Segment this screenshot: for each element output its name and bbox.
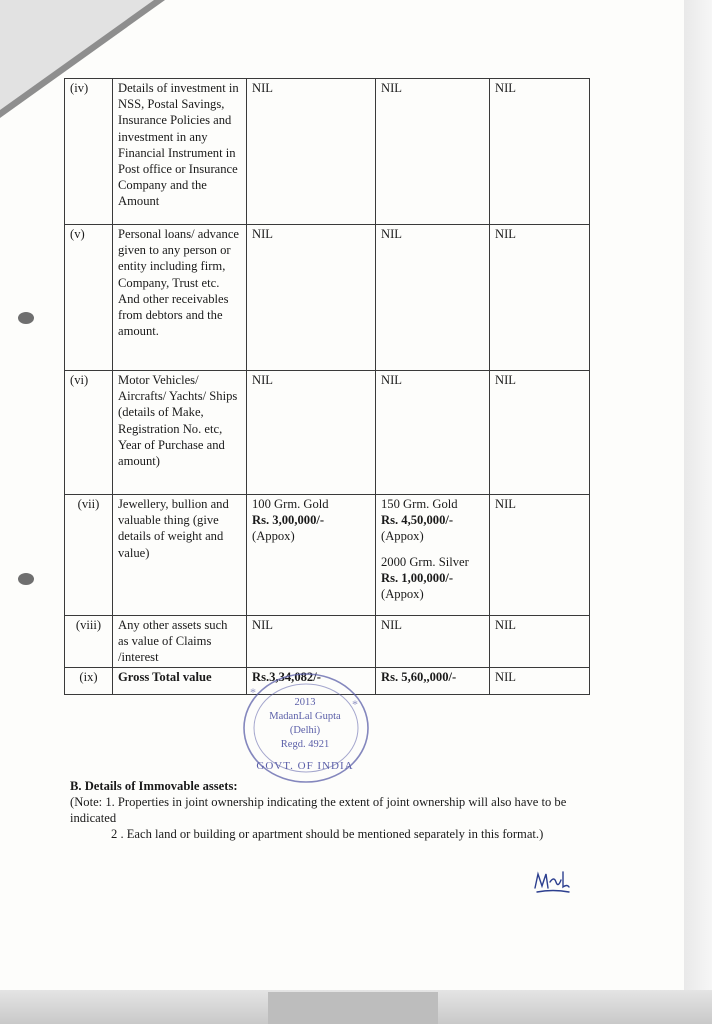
signature-icon: [532, 868, 572, 896]
approx-note: (Appox): [381, 587, 424, 602]
silver-value: Rs. 1,00,000/-: [381, 570, 454, 585]
gold-value: Rs. 4,50,000/-: [381, 513, 454, 528]
row-description: Details of investment in NSS, Postal Savings, Insurance Policies and investment in any Financial Instrument in Post office or Insurance Company and the Amount: [113, 79, 247, 225]
immovable-assets-section: [70, 778, 610, 842]
cell-value: NIL: [490, 79, 590, 225]
cell-value: NIL: [247, 616, 376, 668]
cell-value: NIL: [376, 371, 490, 495]
cell-value: NIL: [247, 225, 376, 371]
cell-value: [247, 495, 376, 616]
row-description: Personal loans/ advance given to any person or entity including firm, Company, Trust etc. And other receivables from debtors and the amount.: [113, 225, 247, 371]
table-row: [65, 225, 590, 371]
table-row: [65, 616, 590, 668]
punch-hole-bottom: [18, 573, 34, 585]
gold-weight: 100 Grm. Gold: [252, 497, 329, 511]
section-note: (Note: 1. Properties in joint ownership indicating the extent of joint ownership will also have to be indicated: [70, 795, 567, 825]
scanner-bottom-strip: [0, 990, 712, 1024]
cell-value: NIL: [490, 371, 590, 495]
signature: [532, 868, 572, 901]
silver-weight: 2000 Grm. Silver: [381, 554, 469, 569]
assets-table: [64, 78, 590, 695]
cell-value: NIL: [376, 79, 490, 225]
cell-value: NIL: [490, 225, 590, 371]
row-description: Jewellery, bullion and valuable thing (give details of weight and value): [113, 495, 247, 616]
stamp-place: (Delhi): [289, 725, 321, 736]
row-description: Any other assets such as value of Claims /interest: [113, 616, 247, 668]
row-description: Gross Total value: [113, 667, 247, 694]
section-heading: B. Details of Immovable assets:: [70, 779, 238, 793]
table-row: [65, 79, 590, 225]
section-note: 2 . Each land or building or apartment should be mentioned separately in this format.): [111, 827, 544, 841]
svg-text:*: *: [250, 685, 256, 699]
stamp-name: MadanLal Gupta: [269, 711, 341, 722]
row-number: (ix): [65, 667, 113, 694]
table-row: [65, 495, 590, 616]
row-number: (vi): [65, 371, 113, 495]
stamp-registration: Regd. 4921: [280, 739, 330, 750]
approx-note: (Appox): [252, 529, 295, 544]
row-description: Motor Vehicles/ Aircrafts/ Yachts/ Ships (details of Make, Registration No. etc, Year of Purchase and amount): [113, 371, 247, 495]
gold-value: Rs. 3,00,000/-: [252, 513, 325, 528]
cell-value: NIL: [490, 667, 590, 694]
row-number: (v): [65, 225, 113, 371]
row-number: (viii): [65, 616, 113, 668]
gold-weight: 150 Grm. Gold: [381, 497, 458, 511]
cell-value: NIL: [376, 616, 490, 668]
cell-value: NIL: [490, 495, 590, 616]
cell-value: NIL: [376, 225, 490, 371]
gross-total-self: Rs.3,34,082/-: [247, 667, 376, 694]
row-number: (vii): [65, 495, 113, 616]
cell-value: NIL: [490, 616, 590, 668]
page-edge: [684, 0, 712, 1024]
cell-value: NIL: [247, 79, 376, 225]
svg-text:*: *: [352, 697, 358, 711]
approx-note: (Appox): [381, 529, 424, 544]
cell-value: NIL: [247, 371, 376, 495]
notary-stamp: [240, 668, 370, 786]
gross-total-spouse: Rs. 5,60,,000/-: [376, 667, 490, 694]
stamp-year: 2013: [294, 697, 316, 708]
binder-clip: [268, 992, 438, 1024]
cell-value: [376, 495, 490, 616]
row-number: (iv): [65, 79, 113, 225]
punch-hole-top: [18, 312, 34, 324]
stamp-footer: GOVT. OF INDIA: [256, 760, 354, 772]
table-row: [65, 371, 590, 495]
